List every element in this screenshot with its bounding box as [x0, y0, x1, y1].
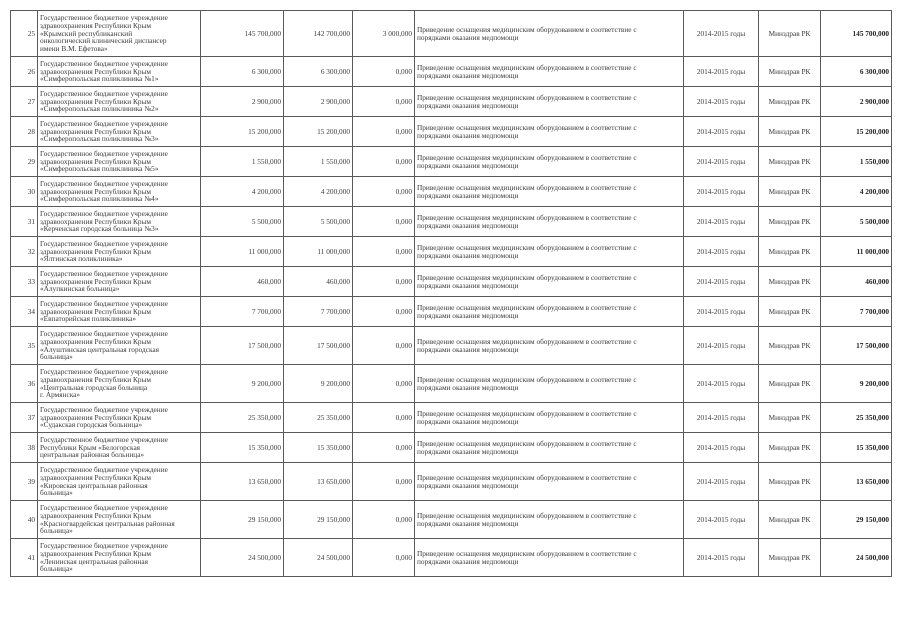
institution-name-line: здравоохранения Республики Крым	[40, 336, 151, 346]
period: 2014-2015 годы	[684, 237, 759, 267]
institution-name	[38, 297, 201, 327]
institution-name-line: «Ленинская центральная районная	[40, 556, 149, 566]
row-number: 38	[11, 433, 38, 463]
measure-description	[415, 11, 684, 57]
amount-first: 13 650,000	[284, 463, 353, 501]
institution-name-line: Государственное бюджетное учреждение	[40, 58, 168, 68]
measure-description	[415, 297, 684, 327]
grand-total: 6 300,000	[821, 57, 892, 87]
measure-description	[415, 57, 684, 87]
table-row	[11, 267, 892, 297]
row-number: 26	[11, 57, 38, 87]
executor: Минздрав РК	[759, 11, 821, 57]
measure-description	[415, 147, 684, 177]
table-row	[11, 297, 892, 327]
amount-first: 142 700,000	[284, 11, 353, 57]
measure-description-line: порядками оказания медпомощи	[417, 518, 519, 528]
institution-name-line: здравоохранения Республики Крым	[40, 126, 151, 136]
amount-first: 7 700,000	[284, 297, 353, 327]
institution-name-line: имени В.М. Ефетова»	[40, 44, 108, 54]
institution-name-line: здравоохранения Республики Крым	[40, 510, 151, 520]
grand-total: 15 200,000	[821, 117, 892, 147]
grand-total: 460,000	[821, 267, 892, 297]
institution-name-line: здравоохранения Республики Крым	[40, 156, 151, 166]
institution-name	[38, 207, 201, 237]
measure-description-line: порядками оказания медпомощи	[417, 250, 519, 260]
measure-description-line: Приведение оснащения медицинским оборудованием в соответствие с	[417, 122, 637, 132]
grand-total: 1 550,000	[821, 147, 892, 177]
amount-second: 0,000	[353, 403, 415, 433]
institution-name	[38, 117, 201, 147]
institution-name	[38, 463, 201, 501]
institution-name-line: «Крымский республиканский	[40, 28, 133, 38]
institution-name	[38, 87, 201, 117]
amount-total: 11 000,000	[201, 237, 284, 267]
amount-second: 0,000	[353, 237, 415, 267]
measure-description-line: Приведение оснащения медицинским оборудованием в соответствие с	[417, 62, 637, 72]
institution-name-line: «Керченская городская больница №3»	[40, 224, 159, 234]
amount-first: 4 200,000	[284, 177, 353, 207]
institution-name	[38, 539, 201, 577]
institution-name-line: Государственное бюджетное учреждение	[40, 12, 168, 22]
measure-description-line: Приведение оснащения медицинским оборудованием в соответствие с	[417, 472, 637, 482]
executor: Минздрав РК	[759, 147, 821, 177]
amount-total: 15 200,000	[201, 117, 284, 147]
measure-description-line: Приведение оснащения медицинским оборудованием в соответствие с	[417, 182, 637, 192]
institution-name-line: Государственное бюджетное учреждение	[40, 404, 168, 414]
amount-second: 0,000	[353, 147, 415, 177]
amount-total: 460,000	[201, 267, 284, 297]
measure-description-line: порядками оказания медпомощи	[417, 310, 519, 320]
institution-name	[38, 501, 201, 539]
measure-description	[415, 327, 684, 365]
institution-name-line: «Симферопольская поликлиника №1»	[40, 74, 159, 84]
institution-name-line: здравоохранения Республики Крым	[40, 374, 151, 384]
institution-name	[38, 57, 201, 87]
grand-total: 15 350,000	[821, 433, 892, 463]
institution-name-line: Государственное бюджетное учреждение	[40, 268, 168, 278]
row-number: 29	[11, 147, 38, 177]
amount-first: 25 350,000	[284, 403, 353, 433]
period: 2014-2015 годы	[684, 87, 759, 117]
table-row	[11, 177, 892, 207]
institution-name-line: больница»	[40, 526, 73, 536]
period: 2014-2015 годы	[684, 501, 759, 539]
institution-name-line: «Кировская центральная районная	[40, 480, 148, 490]
row-number: 40	[11, 501, 38, 539]
amount-total: 145 700,000	[201, 11, 284, 57]
period: 2014-2015 годы	[684, 57, 759, 87]
amount-first: 24 500,000	[284, 539, 353, 577]
period: 2014-2015 годы	[684, 403, 759, 433]
grand-total: 5 500,000	[821, 207, 892, 237]
measure-description	[415, 117, 684, 147]
institution-name-line: Государственное бюджетное учреждение	[40, 118, 168, 128]
period: 2014-2015 годы	[684, 463, 759, 501]
amount-first: 5 500,000	[284, 207, 353, 237]
institution-name-line: Государственное бюджетное учреждение	[40, 178, 168, 188]
institution-name	[38, 403, 201, 433]
institution-name-line: здравоохранения Республики Крым	[40, 246, 151, 256]
executor: Минздрав РК	[759, 433, 821, 463]
institution-name-line: Государственное бюджетное учреждение	[40, 328, 168, 338]
grand-total: 7 700,000	[821, 297, 892, 327]
institution-name-line: здравоохранения Республики Крым	[40, 96, 151, 106]
institution-name-line: «Симферопольская поликлиника №2»	[40, 104, 159, 114]
amount-second: 0,000	[353, 117, 415, 147]
measure-description	[415, 403, 684, 433]
measure-description-line: Приведение оснащения медицинским оборудованием в соответствие с	[417, 374, 637, 384]
table-row	[11, 11, 892, 57]
institution-name-line: больница»	[40, 488, 73, 498]
institution-name-line: больница»	[40, 352, 73, 362]
amount-total: 1 550,000	[201, 147, 284, 177]
amount-first: 6 300,000	[284, 57, 353, 87]
row-number: 36	[11, 365, 38, 403]
executor: Минздрав РК	[759, 117, 821, 147]
grand-total: 11 000,000	[821, 237, 892, 267]
row-number: 25	[11, 11, 38, 57]
grand-total: 29 150,000	[821, 501, 892, 539]
table-row	[11, 365, 892, 403]
period: 2014-2015 годы	[684, 177, 759, 207]
amount-second: 0,000	[353, 501, 415, 539]
institution-name-line: «Центральная городская больница	[40, 382, 148, 392]
measure-description-line: Приведение оснащения медицинским оборудованием в соответствие с	[417, 510, 637, 520]
executor: Минздрав РК	[759, 327, 821, 365]
amount-first: 17 500,000	[284, 327, 353, 365]
institution-name-line: Государственное бюджетное учреждение	[40, 148, 168, 158]
measure-description	[415, 463, 684, 501]
executor: Минздрав РК	[759, 267, 821, 297]
row-number: 31	[11, 207, 38, 237]
amount-second: 0,000	[353, 177, 415, 207]
institution-name-line: здравоохранения Республики Крым	[40, 472, 151, 482]
institution-name-line: больница»	[40, 564, 73, 574]
institution-name-line: здравоохранения Республики Крым	[40, 216, 151, 226]
measure-description	[415, 177, 684, 207]
institution-name-line: «Симферопольская поликлиника №5»	[40, 164, 159, 174]
row-number: 34	[11, 297, 38, 327]
measure-description-line: Приведение оснащения медицинским оборудованием в соответствие с	[417, 438, 637, 448]
amount-first: 15 350,000	[284, 433, 353, 463]
measure-description	[415, 237, 684, 267]
period: 2014-2015 годы	[684, 147, 759, 177]
amount-second: 0,000	[353, 365, 415, 403]
amount-total: 24 500,000	[201, 539, 284, 577]
table-row	[11, 327, 892, 365]
executor: Минздрав РК	[759, 87, 821, 117]
measure-description	[415, 207, 684, 237]
table-row	[11, 147, 892, 177]
executor: Минздрав РК	[759, 501, 821, 539]
institution-name	[38, 327, 201, 365]
program-table	[10, 10, 892, 577]
table-row	[11, 207, 892, 237]
grand-total: 2 900,000	[821, 87, 892, 117]
amount-second: 3 000,000	[353, 11, 415, 57]
amount-total: 13 650,000	[201, 463, 284, 501]
grand-total: 4 200,000	[821, 177, 892, 207]
institution-name-line: Государственное бюджетное учреждение	[40, 502, 168, 512]
institution-name	[38, 177, 201, 207]
grand-total: 17 500,000	[821, 327, 892, 365]
amount-second: 0,000	[353, 327, 415, 365]
institution-name	[38, 147, 201, 177]
institution-name	[38, 11, 201, 57]
period: 2014-2015 годы	[684, 117, 759, 147]
measure-description-line: Приведение оснащения медицинским оборудованием в соответствие с	[417, 212, 637, 222]
measure-description-line: порядками оказания медпомощи	[417, 446, 519, 456]
institution-name-line: Государственное бюджетное учреждение	[40, 434, 168, 444]
institution-name-line: «Симферопольская поликлиника №4»	[40, 194, 159, 204]
amount-total: 5 500,000	[201, 207, 284, 237]
institution-name	[38, 237, 201, 267]
row-number: 30	[11, 177, 38, 207]
amount-second: 0,000	[353, 463, 415, 501]
grand-total: 25 350,000	[821, 403, 892, 433]
executor: Минздрав РК	[759, 237, 821, 267]
amount-second: 0,000	[353, 57, 415, 87]
measure-description-line: Приведение оснащения медицинским оборудованием в соответствие с	[417, 92, 637, 102]
table-row	[11, 463, 892, 501]
institution-name	[38, 267, 201, 297]
institution-name-line: Государственное бюджетное учреждение	[40, 540, 168, 550]
measure-description-line: порядками оказания медпомощи	[417, 382, 519, 392]
period: 2014-2015 годы	[684, 297, 759, 327]
measure-description-line: порядками оказания медпомощи	[417, 190, 519, 200]
institution-name-line: г. Армянска»	[40, 390, 81, 400]
measure-description-line: порядками оказания медпомощи	[417, 480, 519, 490]
measure-description-line: Приведение оснащения медицинским оборудованием в соответствие с	[417, 152, 637, 162]
period: 2014-2015 годы	[684, 267, 759, 297]
measure-description-line: порядками оказания медпомощи	[417, 160, 519, 170]
amount-second: 0,000	[353, 297, 415, 327]
row-number: 39	[11, 463, 38, 501]
amount-total: 7 700,000	[201, 297, 284, 327]
institution-name-line: Государственное бюджетное учреждение	[40, 208, 168, 218]
amount-first: 460,000	[284, 267, 353, 297]
measure-description	[415, 501, 684, 539]
row-number: 35	[11, 327, 38, 365]
measure-description-line: порядками оказания медпомощи	[417, 100, 519, 110]
period: 2014-2015 годы	[684, 433, 759, 463]
executor: Минздрав РК	[759, 177, 821, 207]
institution-name-line: «Евпаторийская поликлиника»	[40, 314, 137, 324]
institution-name-line: центральная районная больница»	[40, 450, 145, 460]
executor: Минздрав РК	[759, 463, 821, 501]
amount-total: 29 150,000	[201, 501, 284, 539]
table-body	[11, 11, 892, 577]
institution-name-line: здравоохранения Республики Крым	[40, 20, 151, 30]
measure-description	[415, 87, 684, 117]
amount-total: 17 500,000	[201, 327, 284, 365]
institution-name-line: онкологический клинический диспансер	[40, 36, 167, 46]
measure-description-line: порядками оказания медпомощи	[417, 556, 519, 566]
period: 2014-2015 годы	[684, 11, 759, 57]
institution-name-line: «Ялтинская поликлиника»	[40, 254, 123, 264]
institution-name-line: «Алупкинская больница»	[40, 284, 120, 294]
institution-name-line: Государственное бюджетное учреждение	[40, 464, 168, 474]
executor: Минздрав РК	[759, 297, 821, 327]
institution-name-line: здравоохранения Республики Крым	[40, 548, 151, 558]
institution-name	[38, 433, 201, 463]
measure-description-line: Приведение оснащения медицинским оборудованием в соответствие с	[417, 272, 637, 282]
measure-description-line: Приведение оснащения медицинским оборудованием в соответствие с	[417, 302, 637, 312]
measure-description-line: Приведение оснащения медицинским оборудованием в соответствие с	[417, 408, 637, 418]
amount-first: 9 200,000	[284, 365, 353, 403]
institution-name-line: «Красногвардейская центральная районная	[40, 518, 175, 528]
measure-description	[415, 433, 684, 463]
executor: Минздрав РК	[759, 207, 821, 237]
measure-description-line: порядками оказания медпомощи	[417, 130, 519, 140]
institution-name-line: здравоохранения Республики Крым	[40, 412, 151, 422]
amount-total: 2 900,000	[201, 87, 284, 117]
measure-description-line: Приведение оснащения медицинским оборудованием в соответствие с	[417, 548, 637, 558]
measure-description-line: Приведение оснащения медицинским оборудованием в соответствие с	[417, 242, 637, 252]
executor: Минздрав РК	[759, 365, 821, 403]
measure-description-line: порядками оказания медпомощи	[417, 220, 519, 230]
amount-total: 25 350,000	[201, 403, 284, 433]
row-number: 37	[11, 403, 38, 433]
table-row	[11, 87, 892, 117]
period: 2014-2015 годы	[684, 327, 759, 365]
measure-description-line: порядками оказания медпомощи	[417, 280, 519, 290]
institution-name	[38, 365, 201, 403]
institution-name-line: Государственное бюджетное учреждение	[40, 88, 168, 98]
institution-name-line: Государственное бюджетное учреждение	[40, 298, 168, 308]
institution-name-line: здравоохранения Республики Крым	[40, 306, 151, 316]
measure-description-line: порядками оказания медпомощи	[417, 416, 519, 426]
amount-second: 0,000	[353, 87, 415, 117]
measure-description-line: порядками оказания медпомощи	[417, 344, 519, 354]
measure-description	[415, 365, 684, 403]
amount-first: 1 550,000	[284, 147, 353, 177]
measure-description-line: Приведение оснащения медицинским оборудованием в соответствие с	[417, 24, 637, 34]
grand-total: 9 200,000	[821, 365, 892, 403]
institution-name-line: Республики Крым «Белогорская	[40, 442, 141, 452]
amount-total: 15 350,000	[201, 433, 284, 463]
period: 2014-2015 годы	[684, 539, 759, 577]
measure-description-line: Приведение оснащения медицинским оборудованием в соответствие с	[417, 336, 637, 346]
executor: Минздрав РК	[759, 57, 821, 87]
executor: Минздрав РК	[759, 403, 821, 433]
institution-name-line: здравоохранения Республики Крым	[40, 276, 151, 286]
table-row	[11, 433, 892, 463]
grand-total: 13 650,000	[821, 463, 892, 501]
institution-name-line: Государственное бюджетное учреждение	[40, 366, 168, 376]
grand-total: 24 500,000	[821, 539, 892, 577]
amount-first: 29 150,000	[284, 501, 353, 539]
amount-second: 0,000	[353, 207, 415, 237]
table-row	[11, 237, 892, 267]
amount-second: 0,000	[353, 267, 415, 297]
measure-description-line: порядками оказания медпомощи	[417, 32, 519, 42]
amount-total: 9 200,000	[201, 365, 284, 403]
institution-name-line: «Симферопольская поликлиника №3»	[40, 134, 159, 144]
institution-name-line: Государственное бюджетное учреждение	[40, 238, 168, 248]
amount-second: 0,000	[353, 539, 415, 577]
institution-name-line: «Алуштинская центральная городская	[40, 344, 160, 354]
table-row	[11, 57, 892, 87]
amount-first: 15 200,000	[284, 117, 353, 147]
measure-description	[415, 539, 684, 577]
row-number: 33	[11, 267, 38, 297]
row-number: 32	[11, 237, 38, 267]
table-row	[11, 403, 892, 433]
amount-first: 11 000,000	[284, 237, 353, 267]
table-row	[11, 539, 892, 577]
row-number: 27	[11, 87, 38, 117]
period: 2014-2015 годы	[684, 365, 759, 403]
table-row	[11, 501, 892, 539]
row-number: 28	[11, 117, 38, 147]
amount-first: 2 900,000	[284, 87, 353, 117]
institution-name-line: здравоохранения Республики Крым	[40, 66, 151, 76]
institution-name-line: «Судакская городская больница»	[40, 420, 143, 430]
grand-total: 145 700,000	[821, 11, 892, 57]
amount-total: 6 300,000	[201, 57, 284, 87]
executor: Минздрав РК	[759, 539, 821, 577]
table-row	[11, 117, 892, 147]
period: 2014-2015 годы	[684, 207, 759, 237]
row-number: 41	[11, 539, 38, 577]
amount-total: 4 200,000	[201, 177, 284, 207]
measure-description-line: порядками оказания медпомощи	[417, 70, 519, 80]
institution-name-line: здравоохранения Республики Крым	[40, 186, 151, 196]
amount-second: 0,000	[353, 433, 415, 463]
measure-description	[415, 267, 684, 297]
